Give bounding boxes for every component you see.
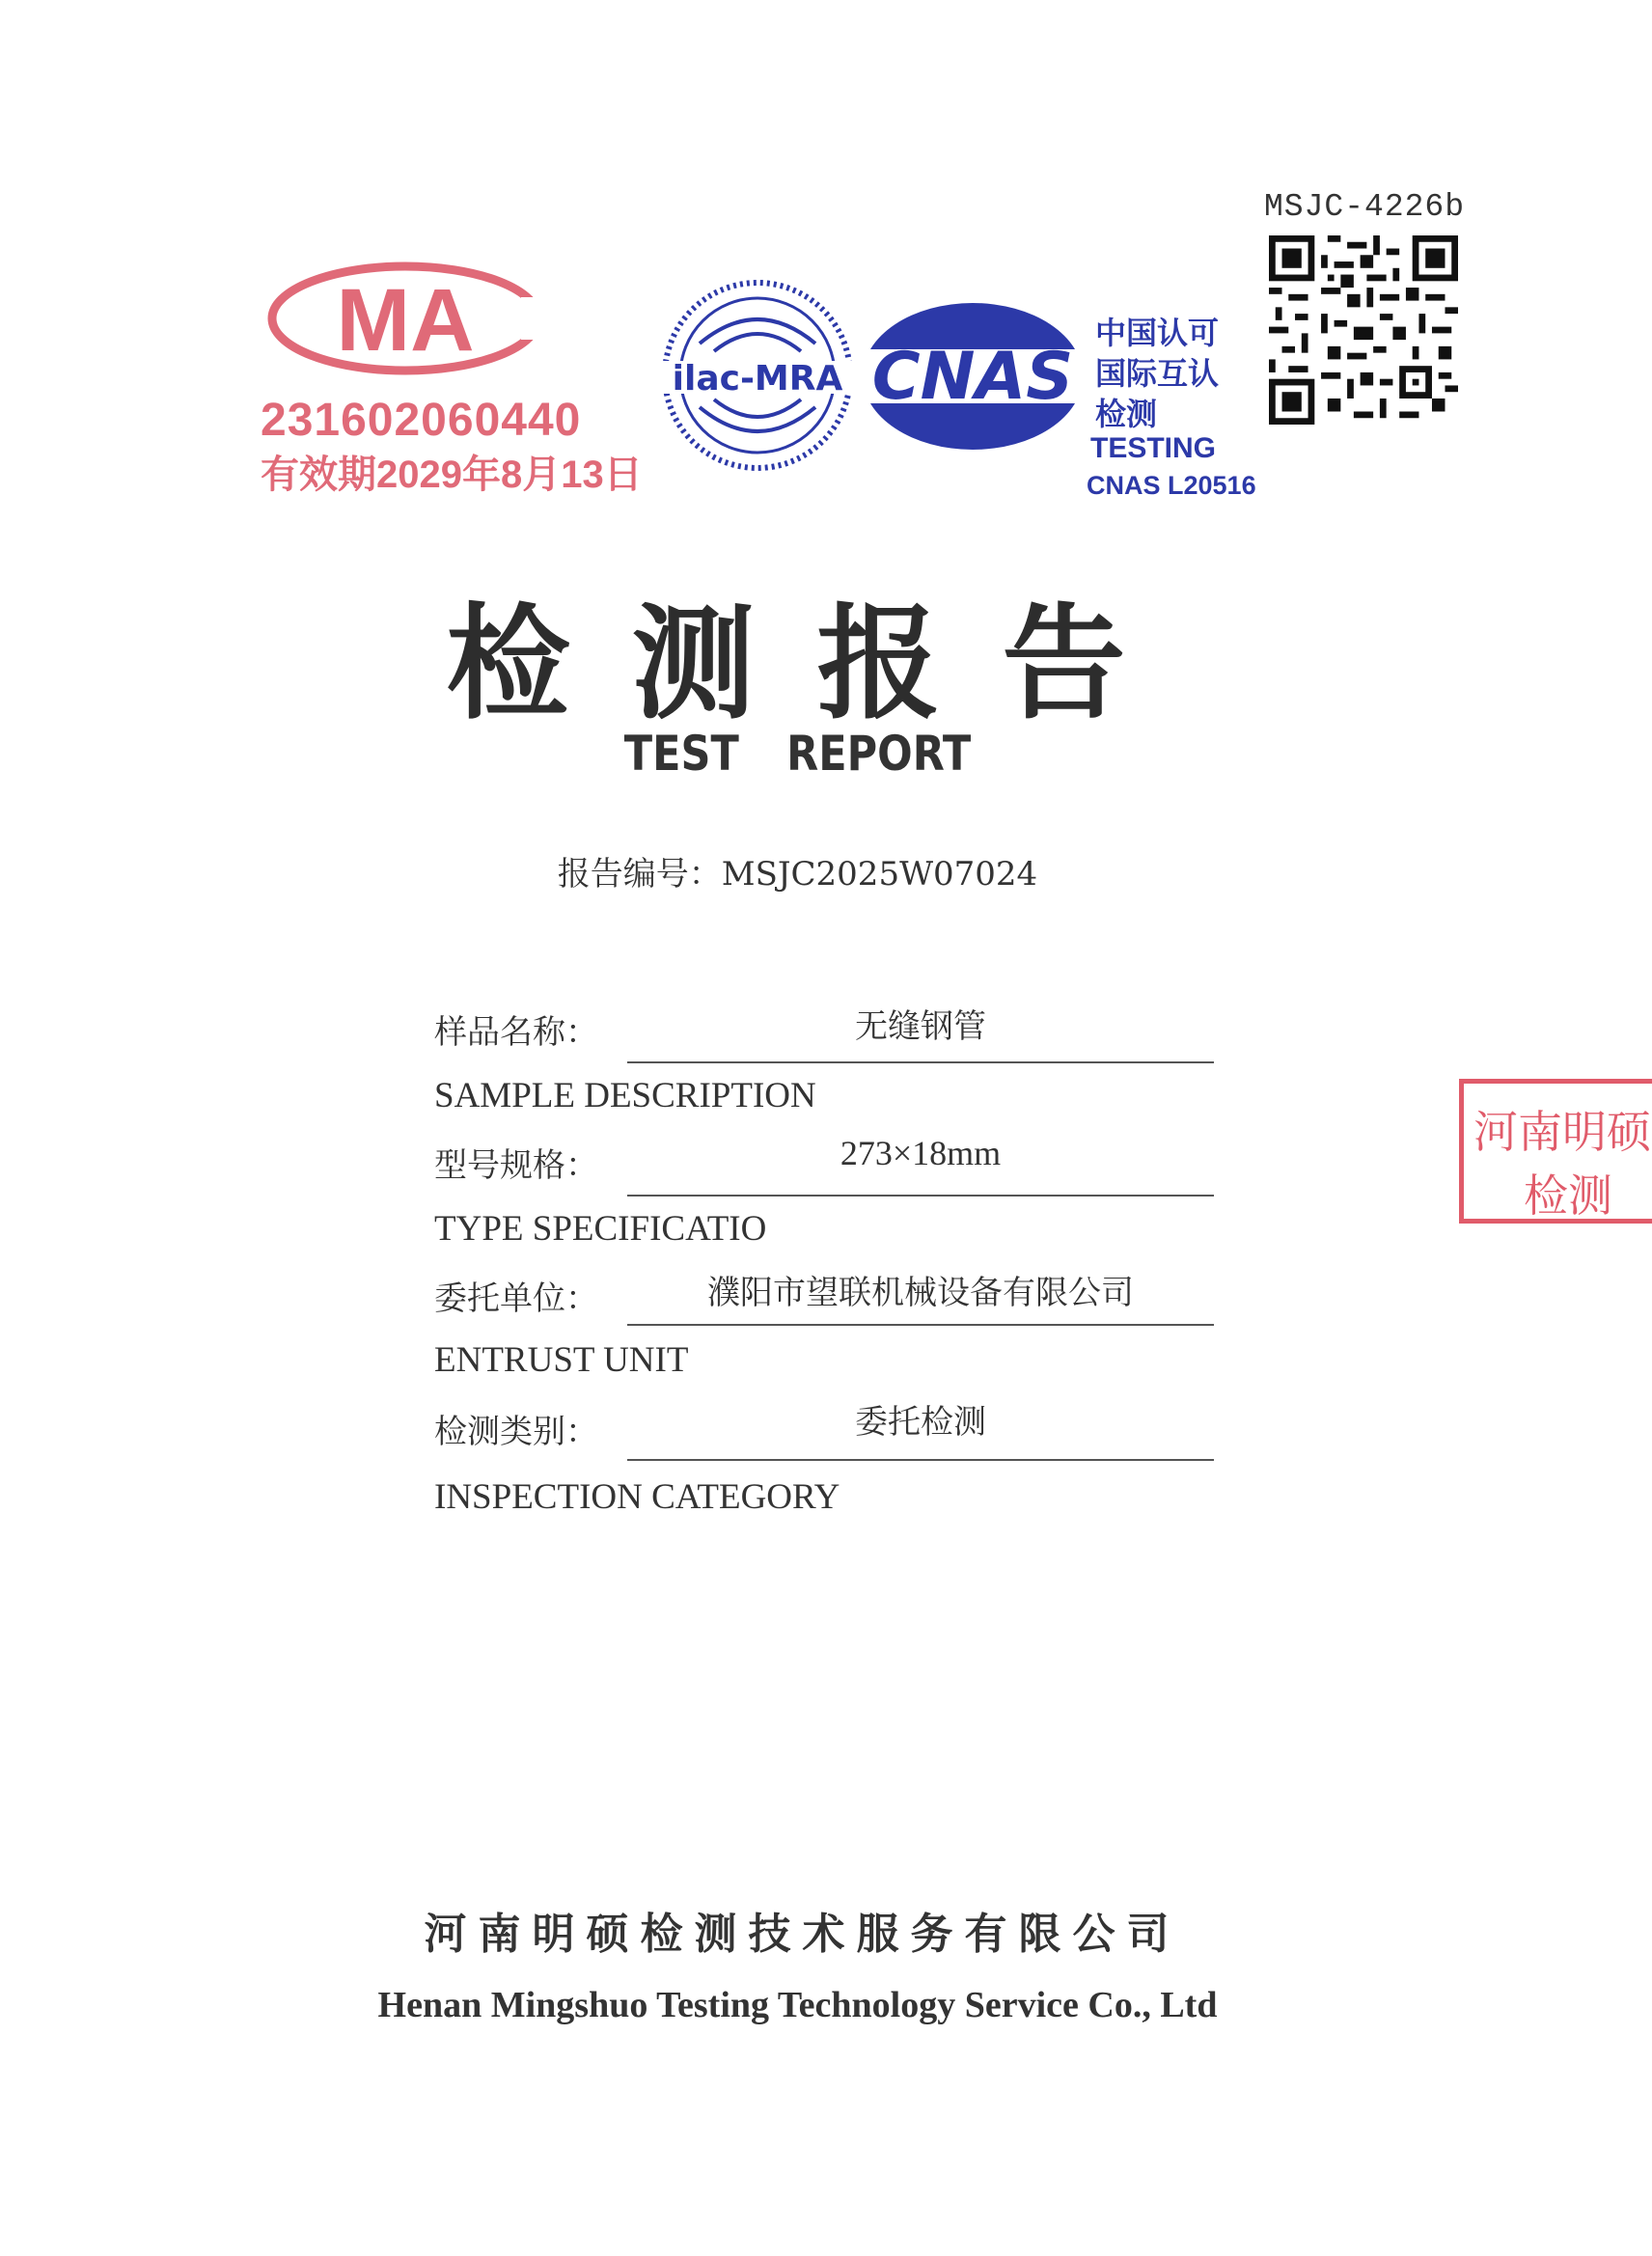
cnas-logo-icon <box>859 299 1087 454</box>
report-title-en: TEST REPORT <box>623 726 972 782</box>
entrust-unit-label: 委托单位： <box>434 1279 598 1318</box>
cma-stamp <box>261 259 643 496</box>
seal-line-1: 河南明硕 <box>1473 1106 1651 1158</box>
company-name-en: Henan Mingshuo Testing Technology Service Co., Ltd <box>377 1985 1218 2025</box>
cnas-line-4: TESTING <box>1090 432 1217 464</box>
report-number: 报告编号：MSJC2025W07024 <box>557 855 1038 894</box>
seal-line-2: 检测 <box>1524 1169 1612 1222</box>
inspection-category-value: 委托检测 <box>855 1403 986 1442</box>
inspection-category-underline <box>627 1459 1214 1461</box>
inspection-category-label: 检测类别： <box>434 1413 598 1451</box>
sample-name-underline <box>627 1061 1214 1063</box>
type-spec-value: 273×18mm <box>840 1134 1002 1172</box>
cnas-line-5: CNAS L20516 <box>1087 471 1256 500</box>
entrust-unit-value: 濮阳市望联机械设备有限公司 <box>707 1274 1134 1312</box>
svg-text:MA: MA <box>336 271 475 370</box>
svg-text:ilac-MRA: ilac-MRA <box>672 359 843 399</box>
entrust-unit-en: ENTRUST UNIT <box>434 1340 689 1380</box>
cnas-logo <box>859 299 1256 500</box>
svg-text:CNAS: CNAS <box>871 339 1074 415</box>
cnas-line-2: 国际互认 <box>1095 355 1220 392</box>
type-specification-en: TYPE SPECIFICATIO <box>434 1209 767 1249</box>
type-spec-underline <box>627 1195 1214 1197</box>
ilac-mra-logo <box>658 276 857 479</box>
cma-number: 231602060440 <box>261 395 582 446</box>
report-title-cn: 检测报告 <box>446 592 1188 736</box>
ilac-mra-logo-icon <box>658 276 857 475</box>
sample-description-en: SAMPLE DESCRIPTION <box>434 1076 816 1115</box>
sample-name-label: 样品名称： <box>434 1013 598 1052</box>
company-name-cn: 河南明硕检测技术服务有限公司 <box>424 1910 1181 1959</box>
entrust-unit-underline <box>627 1324 1214 1326</box>
inspection-category-en: INSPECTION CATEGORY <box>434 1477 840 1517</box>
cma-validity: 有效期2029年8月13日 <box>261 454 643 496</box>
cnas-line-3: 检测 <box>1095 396 1158 432</box>
cnas-line-1: 中国认可 <box>1095 315 1220 351</box>
company-seal-stamp <box>1459 1079 1652 1224</box>
qr-code-icon <box>1269 235 1458 425</box>
type-spec-label: 型号规格： <box>434 1146 598 1185</box>
cma-logo-icon <box>261 259 550 384</box>
sample-name-value: 无缝钢管 <box>855 1007 986 1046</box>
document-code: MSJC-4226b <box>1264 189 1466 225</box>
